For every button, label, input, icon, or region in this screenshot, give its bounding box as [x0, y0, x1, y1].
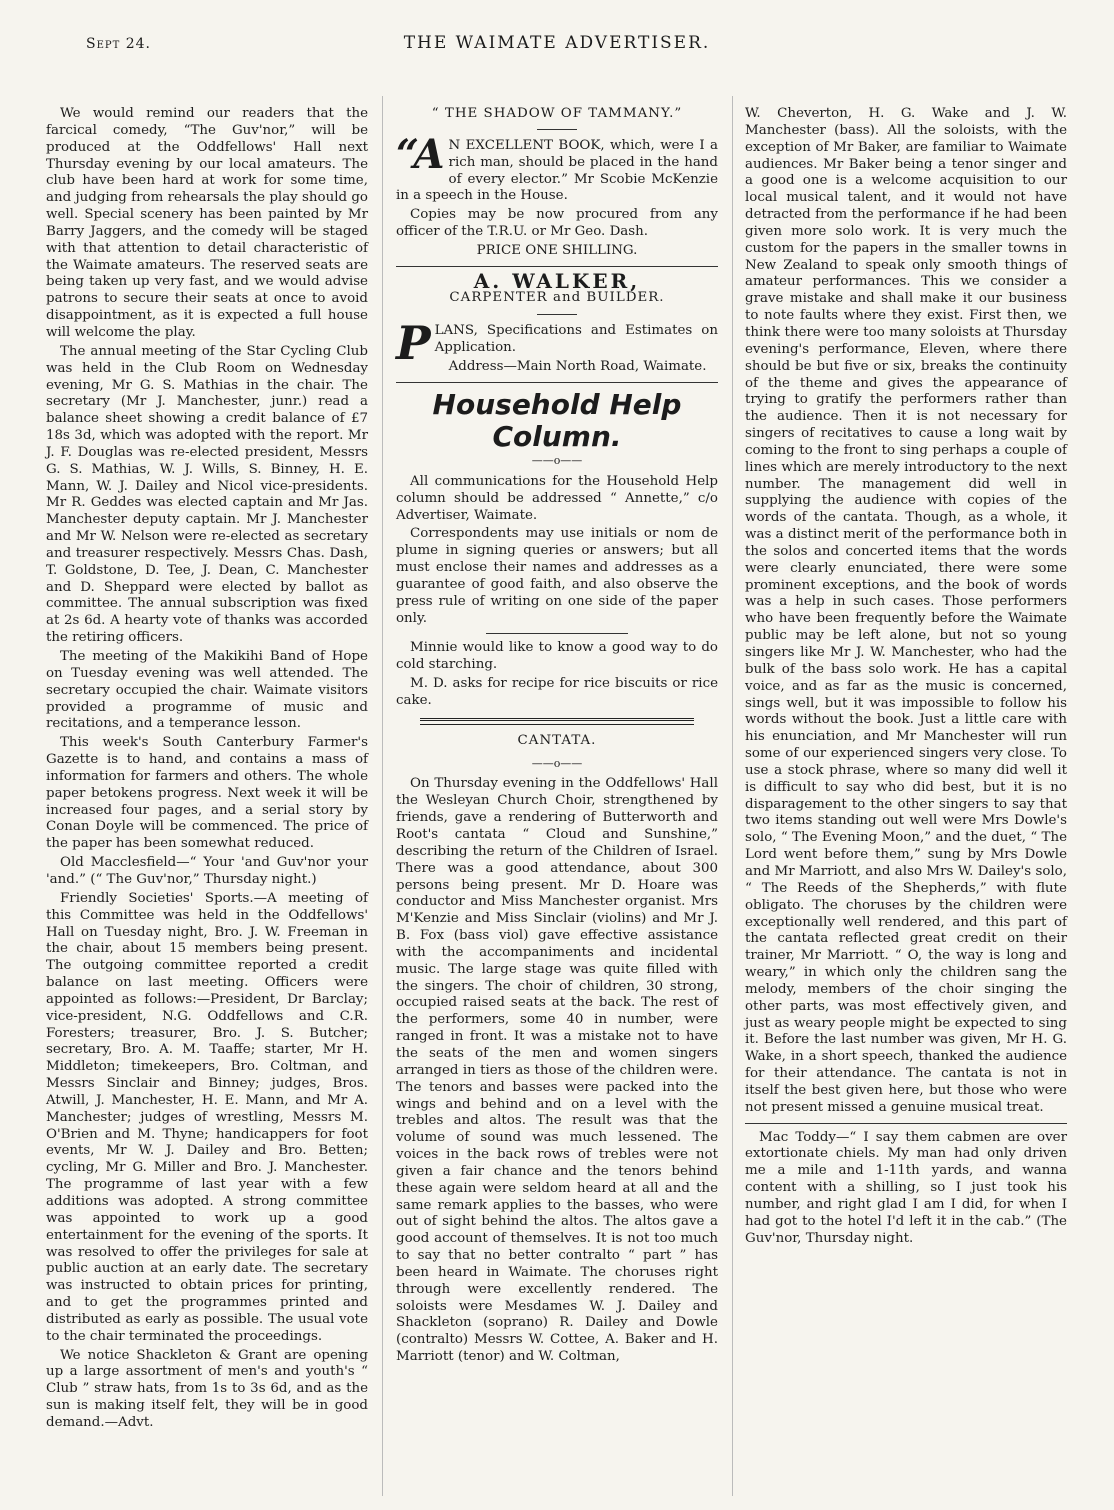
short-rule [537, 314, 577, 315]
tammany-title: “ THE SHADOW OF TAMMANY.” [431, 106, 683, 121]
tammany-dropcap: “A [396, 130, 445, 178]
comedy-notice: We would remind our readers that the farcical comedy, “The Guv'nor,” will be produced at the Oddfellows' Hall next Thursday evening by our local amateurs. The club have been hard at work for some time, and judging from rehearsals the play should go well. Special scenery has been painted by Mr Barry Jaggers, and the comedy will be staged with that attention to detail characteristic of the Waimate amateurs. The reserved seats are being taken up very fast, and we would advise patrons to secure their seats at once to avoid disappointment, as it is expected a full house will welcome the play. [46, 106, 368, 340]
newspaper-title: THE WAIMATE ADVERTISER. [403, 33, 711, 53]
column-1 [46, 106, 368, 1434]
tammany-advert [396, 130, 718, 205]
walker-trade: CARPENTER and BUILDER. [449, 289, 665, 305]
mac-toddy-quote: Mac Toddy—“ I say them cabmen are over extortionate chiels. My man had only driven me a mile and 1-11th yards, and wanna content with a shilling, so I just took his number, and right glad I am I did, for when I had got to the hotel I'd left it in the cab.” (The Guv'nor, Thursday night. [745, 1129, 1067, 1246]
friendly-societies-notice: Friendly Societies' Sports.—A meeting of this Committee was held in the Oddfellows' Hall on Tuesday night, Bro. J. W. Freeman in the chair, about 15 members being present. The outgoing committee reported a credit balance on last meeting. Officers were appointed as follows:—President, Dr Barclay; vice-president, N.G. Oddfellows and C.R. Foresters; treasurer, Bro. J. S. Butcher; secretary, Bro. A. M. Taaffe; starter, Mr H. Middleton; timekeepers, Bro. Coltman, and Messrs Sinclair and Binney; judges, Bros. Atwill, J. Manchester, H. E. Mann, and Mr A. Manchester; judges of wrestling, Messrs M. O'Brien and M. Thyne; handicappers for foot events, Mr W. J. Dailey and Bro. Betten; cycling, Mr G. Miller and Bro. J. Manchester. The programme of last year with a few additions was adopted. A strong committee was appointed to work up a good entertainment for the evening of the sports. It was resolved to offer the privileges for sale at public auction at an early date. The secretary was instructed to obtain prices for printing, and to get the programmes printed and distributed as early as possible. The usual vote to the chair terminated the proceedings. [46, 890, 368, 1344]
household-p2: Correspondents may use initials or nom de plume in signing queries or answers; but all must enclose their names and addresses as a guarantee of good faith, and also observe the press rule of writing on one side of the paper only. [396, 526, 718, 626]
cantata-separator: ——o—— [531, 756, 583, 770]
section-rule [420, 718, 694, 725]
divider [745, 1123, 1067, 1124]
macclesfield-quote: Old Macclesfield—“ Your 'and Guv'nor your 'and.” (“ The Guv'nor,” Thursday night.) [46, 855, 368, 887]
tammany-text: N EXCELLENT BOOK, which, were I a rich man, should be placed in the hand of every elector.” Mr Scobie McKenzie in a speech in the House. [396, 137, 718, 204]
column-2 [396, 106, 718, 1368]
minnie-query: Minnie would like to know a good way to do cold starching. [396, 640, 718, 673]
column-divider [732, 96, 733, 1496]
md-query: M. D. asks for recipe for rice biscuits or rice cake. [396, 676, 718, 708]
plans-address: Address—Main North Road, Waimate. [448, 359, 707, 375]
tammany-price: PRICE ONE SHILLING. [476, 242, 638, 258]
divider [486, 633, 628, 634]
column-divider [382, 96, 383, 1496]
divider [396, 382, 718, 383]
short-rule [537, 129, 577, 130]
plans-text: LANS, Specifications and Estimates on Application. [434, 323, 718, 356]
issue-date: Sept 24. [86, 36, 152, 52]
plans-dropcap: P [396, 316, 431, 371]
tammany-copies: Copies may be now procured from any officer of the T.R.U. or Mr Geo. Dash. [396, 207, 718, 240]
column-3 [745, 106, 1067, 1250]
masthead [0, 0, 1114, 70]
household-p1: All communications for the Household Help column should be addressed “ Annette,” c/o Advertiser, Waimate. [396, 473, 718, 523]
band-of-hope-notice: The meeting of the Makikihi Band of Hope on Tuesday evening was well attended. The secretary occupied the chair. Waimate visitors provided a programme of music and recitations, and a temperance lesson. [46, 649, 368, 732]
cantata-title: CANTATA. [517, 732, 597, 748]
household-title: Household Help Column. [432, 387, 682, 453]
household-separator: ——o—— [531, 453, 583, 467]
farmers-gazette-notice: This week's South Canterbury Farmer's Gazette is to hand, and contains a mass of information for farmers and others. The whole paper betokens progress. Next week it will be increased four pages, and a serial story by Conan Doyle will be commenced. The price of the paper has been somewhat reduced. [46, 735, 368, 852]
walker-name: A. WALKER, [473, 268, 641, 293]
shackleton-advert: We notice Shackleton & Grant are opening up a large assortment of men's and youth's “ Club ” straw hats, from 1s to 3s 6d, and as the sun is making itself felt, they will be in good demand.—Advt. [46, 1347, 368, 1430]
cycling-club-notice: The annual meeting of the Star Cycling Club was held in the Club Room on Wednesday evening, Mr G. S. Mathias in the chair. The secretary (Mr J. Manchester, junr.) read a balance sheet showing a credit balance of £7 18s 3d, which was adopted with the report. Mr J. F. Douglas was re-elected president, Messrs G. S. Mathias, W. J. Wills, S. Binney, H. E. Mann, W. J. Dailey and Nicol vice-presidents. Mr R. Geddes was elected captain and Mr Jas. Manchester deputy captain. Mr J. Manchester and Mr W. Nelson were re-elected as secretary and treasurer respectively. Messrs Chas. Dash, T. Goldstone, D. Tee, J. Dean, C. Manchester and D. Sheppard were elected by ballot as committee. The annual subscription was fixed at 2s 6d. A hearty vote of thanks was accorded the retiring officers. [46, 343, 368, 646]
cantata-continued: W. Cheverton, H. G. Wake and J. W. Manchester (bass). All the soloists, with the exception of Mr Baker, are familiar to Waimate audiences. Mr Baker being a tenor singer and a good one is a welcome acquisition to our local musical talent, and it would not have detracted from the performance if he had been given more solo work. It is very much the custom for the papers in the smaller towns in New Zealand to speak only smooth things of amateur performances. This we consider a grave mistake and shall make it our business to note faults where they exist. First then, we think there were too many soloists at Thursday evening's performance, Eleven, where there should be but five or six, breaks the continuity of the theme and gives the appearance of trying to gratify the performers rather than the audience. Then it is not necessary for singers of recitatives to cause a long wait by coming to the front to sing perhaps a couple of lines which are merely introductory to the next number. The management did well in supplying the audience with copies of the words of the cantata. Though, as a whole, it was a distinct merit of the performance both in the solos and concerted items that the words were clearly enunciated, there were some prominent exceptions, and the book of words was a help in such cases. Those performers who have been frequently before the Waimate public may be left alone, but not so young singers like Mr J. W. Manchester, who had the bulk of the bass solo work. He has a capital voice, and as far as the music is concerned, sings well, but it was impossible to follow his words without the book. Just a little care with his enunciation, and Mr Manchester will run some of our experienced singers very close. To use a stock phrase, where so many did well it is difficult to say who did best, but it is no disparagement to the other singers to say that two items standing out well were Mrs Dowle's solo, “ The Evening Moon,” and the duet, “ The Lord went before them,” sung by Mrs Dowle and Mr Marriott, and also Mrs W. Dailey's solo, “ The Reeds of the Shepherds,” with flute obligato. The choruses by the children were exceptionally well rendered, and this part of the cantata reflected great credit on their trainer, Mr Marriott. “ O, the way is long and weary,” in which only the children sang the melody, members of the choir singing the other parts, was most effectively given, and just as weary people might be expected to sing it. Before the last number was given, Mr H. G. Wake, in a short speech, thanked the audience for their attendance. The cantata is not in itself the best given here, but those who were not present missed a genuine musical treat. [745, 106, 1067, 1115]
divider [396, 266, 718, 267]
cantata-p1: On Thursday evening in the Oddfellows' Hall the Wesleyan Church Choir, strengthened by friends, gave a rendering of Butterworth and Root's cantata “ Cloud and Sunshine,” describing the return of the Children of Israel. There was a good attendance, about 300 persons being present. Mr D. Hoare was conductor and Miss Manchester organist. Mrs M'Kenzie and Miss Sinclair (violins) and Mr J. B. Fox (bass viol) gave effective assistance with the accompaniments and incidental music. The large stage was quite filled with the singers. The choir of children, 30 strong, occupied raised seats at the back. The rest of the performers, some 40 in number, were ranged in front. It was a mistake not to have the seats of the men and women singers arranged in tiers as those of the children were. The tenors and basses were packed into the wings and behind and on a level with the trebles and altos. The result was that the volume of sound was much lessened. The voices in the back rows of trebles were not given a fair chance and the tenors behind these again were seldom heard at all and the same remark applies to the basses, who were out of sight behind the altos. The altos gave a good account of themselves. It is not too much to say that no better contralto “ part ” has been heard in Waimate. The choruses right through were excellently rendered. The soloists were Mesdames W. J. Dailey and Shackleton (soprano) R. Dailey and Dowle (contralto) Messrs W. Cottee, A. Baker and H. Marriott (tenor) and W. Coltman, [396, 776, 718, 1365]
